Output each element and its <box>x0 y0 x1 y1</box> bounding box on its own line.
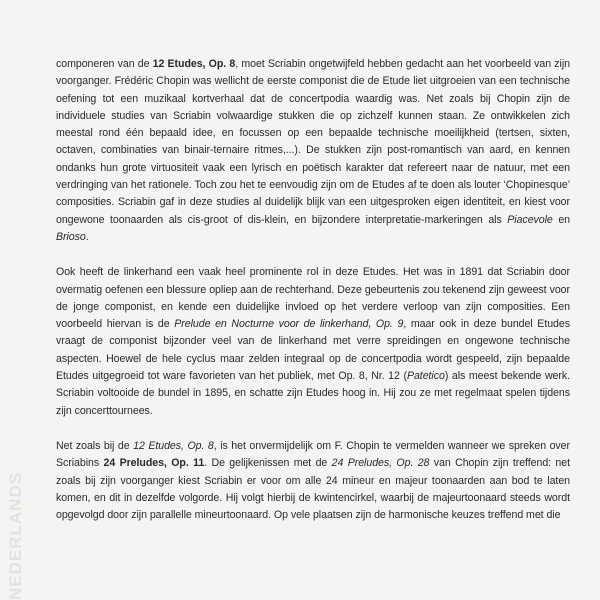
italic-text: Prelude en Nocturne voor de linkerhand, Op. 9 <box>174 318 404 331</box>
bold-text: 12 Etudes, Op. 8 <box>152 58 236 70</box>
text-run: . <box>85 230 89 243</box>
text-run: ) als meest bekende werk. Scriabin voltooide de bundel in 1895, en schatte zijn Etudes hoog in. Hij zou ze met regelmaat spelen tijdens zijn concerttournees. <box>56 370 570 417</box>
text-run: componeren van de <box>56 58 153 70</box>
text-run: . De gelijkenissen met de <box>204 457 332 470</box>
italic-text: 24 Preludes, Op. 28 <box>331 457 430 470</box>
text-run: van Chopin zijn treffend: net zoals bij zijn voorganger kiest Scriabin er voor om alle 24 mineur en majeur toonaarden aan bod te laten komen, en dit in dezelfde volgorde. Hij volgt hierbij de kwintencirkel, waarbij de majeurtoonaard steeds wordt opgevolgd door zijn parallelle mineurtoonaard. Op vele plaatsen zijn de harmonische keuzes treffend met die <box>56 457 571 522</box>
text-run: , maar ook in deze bundel Etudes vraagt de componist bijzonder veel van de linkerhand met verre spreidingen en ongewone technische aspecten. Hoewel de hele cyclus maar zelden integraal op de concertpodia wordt gespeeld, zijn bepaalde Etudes uitgegroeid tot ware favorieten van het publiek, met Op. 8, Nr. 12 ( <box>56 318 570 383</box>
italic-text: Brioso <box>56 230 86 243</box>
paragraph-3 <box>56 438 570 524</box>
text-run: en <box>552 213 571 226</box>
text-run: , is het onvermijdelijk om F. Chopin te vermelden wanneer we spreken over Scriabins <box>56 439 570 470</box>
text-run: Ook heeft de linkerhand een vaak heel prominente rol in deze Etudes. Het was in 1891 dat Scriabin door overmatig oefenen een blessure opliep aan de rechterhand. Deze gebeurtenis zou tekenend zijn geweest voor de jonge componist, en kende een duidelijke invloed op het verdere verloop van zijn composities. Een voorbeeld hiervan is de <box>56 266 570 331</box>
text-run: Net zoals bij de <box>56 439 134 452</box>
bold-text: 24 Preludes, Op. 11 <box>103 457 205 470</box>
body-text <box>56 56 570 542</box>
side-language-label: NEDERLANDS <box>6 471 25 600</box>
italic-text: 12 Etudes, Op. 8 <box>133 439 214 452</box>
italic-text: Patetico <box>406 370 445 383</box>
text-run: , moet Scriabin ongetwijfeld hebben gedacht aan het voorbeeld van zijn voorganger. Frédéric Chopin was wellicht de eerste componist die de Etude liet uitgroeien van een technische oefening tot een muzikaal kortverhaal dat de concertpodia waardig was. Net zoals bij Chopin zijn de individuele studies van Scriabin volwaardige stukken die op zichzelf kunnen staan. Ze ontwikkelen zich meestal rond één bepaald idee, en focussen op een bepaalde technische moeilijkheid (tertsen, sixten, octaven, combinaties van binair-ternaire ritmes,...). De stukken zijn post-romantisch van aard, en kennen ondanks hun grote virtuositeit vaak een lyrisch en poëtisch karakter dat refereert naar de natuur, met een verdringing van het rationele. Toch zou het te eenvoudig zijn om de Etudes af te doen als louter ‘Chopinesque’ composities. Scriabin gaf in deze studies al duidelijk blijk van een uitgesproken eigen identiteit, en kiest voor ongewone toonaarden als cis-groot of dis-klein, en bijzondere interpretatie-markeringen als <box>56 58 570 226</box>
paragraph-2 <box>56 264 570 420</box>
italic-text: Piacevole <box>507 213 553 226</box>
paragraph-1 <box>56 56 570 246</box>
